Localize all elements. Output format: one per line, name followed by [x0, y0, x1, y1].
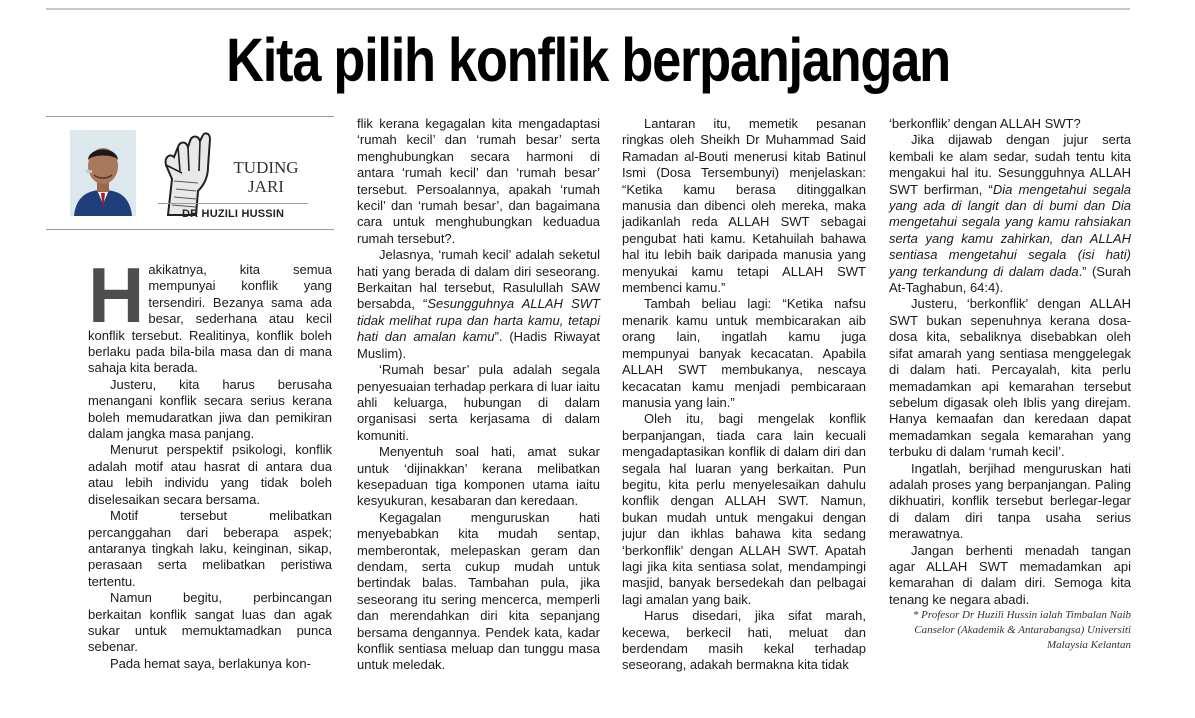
paragraph: Justeru, kita harus berusaha menangani konflik secara serius kerana boleh memudaratkan jiwa dan pemikiran dalam jangka masa panjang.: [88, 376, 332, 442]
column-4: [889, 116, 1131, 608]
author-name: DR HUZILI HUSSIN: [182, 208, 285, 220]
column-3: [622, 116, 866, 674]
paragraph: ‘berkonflik’ dengan ALLAH SWT?: [889, 116, 1081, 131]
drop-cap: H: [88, 251, 145, 339]
paragraph-text: Jika dijawab dengan jujur serta kembali ke alam sedar, sudah tentu kita mengakui hal itu. Sesungguhnya ALLAH SWT berfirman, “: [889, 132, 1131, 197]
author-footnote: * Profesor Dr Huzili Hussin ialah Timbalan Naib Canselor (Akademik & Antarabangsa) Universiti Malaysia Kelantan: [912, 609, 1131, 651]
paragraph: Justeru, ‘berkonflik’ dengan ALLAH SWT bukan sepenuhnya kerana dosa-dosa kita, sebaliknya disebabkan oleh sifat amarah yang sentiasa menggelegak di dalam hati. Percayalah, kita perlu memadamkan api kemarahan tersebut sebelum digasak oleh Iblis yang direjam. Hanya kemaafan dan keredaan dapat memadamkan segala kemarahan yang terbuku di dalam ‘rumah kecil’.: [889, 296, 1131, 460]
author-rule: [158, 203, 308, 204]
paragraph: Oleh itu, bagi mengelak konflik berpanjangan, tiada cara lain kecuali mengadaptasikan konflik di dalam diri dan segala hal luaran yang berkaitan. Pun begitu, kita perlu menyelesaikan dahulu konflik dengan ALLAH SWT. Namun, bukan mudah untuk mengakui dengan jujur dan ikhlas bahawa kita sedang ‘berkonflik’ dengan ALLAH SWT. Apatah lagi jika kita sentiasa solat, mendampingi masjid, banyak bersedekah dan pelbagai lagi amalan yang baik.: [622, 411, 866, 607]
headline: Kita pilih konflik berpanjangan: [226, 26, 950, 94]
column-title: [218, 158, 314, 196]
paragraph: Harus disedari, jika sifat marah, kecewa, berkecil hati, meluat dan berdendam masih kekal terhadap seseorang, adakah bermakna kita tidak: [622, 608, 866, 673]
byline-bottom-rule: [46, 229, 334, 230]
paragraph: Jangan berhenti menadah tangan agar ALLAH SWT memadamkan api kemarahan di dalam diri. Semoga kita tenang ke negara abadi.: [889, 542, 1131, 607]
column-1: [88, 251, 332, 672]
paragraph: Menyentuh soal hati, amat sukar untuk ‘dijinakkan’ kerana melibatkan kesepaduan tiga komponen utama iaitu kesyukuran, kesabaran dan keredaan.: [357, 444, 600, 509]
paragraph: Namun begitu, perbincangan berkaitan konflik sangat luas dan agak sukar untuk memuktamadkan punca sebenar.: [88, 590, 332, 655]
hadith-quote: Sesungguhnya ALLAH SWT tidak melihat rupa dan harta kamu, tetapi hati dan amalan kamu: [357, 296, 600, 345]
paragraph-text: ”. (Hadis Riwayat Muslim).: [357, 329, 600, 361]
paragraph: flik kerana kegagalan kita mengadaptasi ‘rumah kecil’ dan ‘rumah besar’ serta menghubungkan secara harmoni di antara ‘rumah kecil’ dan ‘rumah besar’ tersebut. Persoalannya, apakah ‘rumah kecil’ dan ‘rumah besar’, dan bagaimana cara untuk menghubungkan keduadua rumah tersebut?.: [357, 116, 600, 246]
column-title-line-1: TUDING: [233, 158, 299, 177]
top-rule: [46, 8, 1130, 10]
quran-quote: Dia mengetahui segala yang ada di langit dan di bumi dan Dia mengetahui segala yang kamu rahsiakan serta yang kamu zahirkan, dan ALLAH sentiasa mengetahui segala (isi hati) yang terkandung di dalam dada: [889, 181, 1132, 279]
byline-box: [46, 116, 334, 230]
paragraph: akikatnya, kita semua mempunyai konflik yang tersendiri. Bezanya sama ada besar, sederhana atau kecil konflik tersebut. Realitinya, konflik boleh berlaku pada bila-bila masa dan di mana sahaja kita berada.: [88, 262, 332, 376]
paragraph: Motif tersebut melibatkan percanggahan dari beberapa aspek; antaranya tingkah laku, keinginan, sikap, perasaan serta melibatkan peristiwa tertentu.: [88, 508, 332, 589]
paragraph: Menurut perspektif psikologi, konflik adalah motif atau hasrat di antara dua atau lebih individu yang tidak boleh diselesaikan secara bersama.: [88, 442, 332, 507]
author-photo: [70, 130, 136, 216]
paragraph: Lantaran itu, memetik pesanan ringkas oleh Sheikh Dr Muhammad Said Ramadan al-Bouti menerusi kitab Batinul Ismi (Dosa Tersembunyi) menjelaskan: “Ketika kamu berasa ditinggalkan manusia dan dibenci oleh mereka, maka jadikanlah reda ALLAH SWT sebagai pengubat hati kamu. Ketahuilah bahawa hal itu lebih baik daripada manusia yang menyukai kamu tetapi ALLAH SWT membenci kamu.”: [622, 116, 866, 296]
paragraph: [889, 132, 1131, 296]
column-title-line-2: JARI: [248, 177, 284, 196]
paragraph: [357, 247, 600, 362]
paragraph-text: .” (Surah At-Taghabun, 64:4).: [889, 263, 1131, 296]
paragraph: Ingatlah, berjihad menguruskan hati adalah proses yang berpanjangan. Paling dikhuatiri, konflik tersebut berlegar-legar di dalam diri tanpa usaha serius merawatnya.: [889, 460, 1131, 542]
paragraph: Kegagalan menguruskan hati menyebabkan kita mudah sentap, memberontak, melepaskan geram dan dendam, serta cukup mudah untuk bertindak balas. Tambahan pula, jika seseorang itu sering mencerca, memperli dan merendahkan diri kita sepanjang bersama dengannya. Pendek kata, kadar konflik sentiasa meluap dan tunggu masa untuk meledak.: [357, 509, 600, 673]
paragraph: Pada hemat saya, berlakunya kon-: [110, 655, 311, 671]
paragraph-text: Jelasnya, ‘rumah kecil’ adalah seketul hati yang berada di dalam diri seseorang. Berkaitan hal tersebut, Rasulullah SAW bersabda, “: [357, 247, 600, 312]
paragraph: Tambah beliau lagi: “Ketika nafsu menarik kamu untuk membicarakan aib orang lain, ingatlah kamu juga mempunyai banyak kecacatan. Apabila ALLAH SWT membukanya, nescaya kecacatan kamu menjadi pembicaraan manusia yang lain.”: [622, 296, 866, 410]
paragraph: ‘Rumah besar’ pula adalah segala penyesuaian terhadap perkara di luar iaitu ahli keluarga, hubungan di dalam organisasi serta kerjasama di dalam komuniti.: [357, 362, 600, 443]
byline-top-rule: [46, 116, 334, 117]
column-2: [357, 116, 600, 674]
